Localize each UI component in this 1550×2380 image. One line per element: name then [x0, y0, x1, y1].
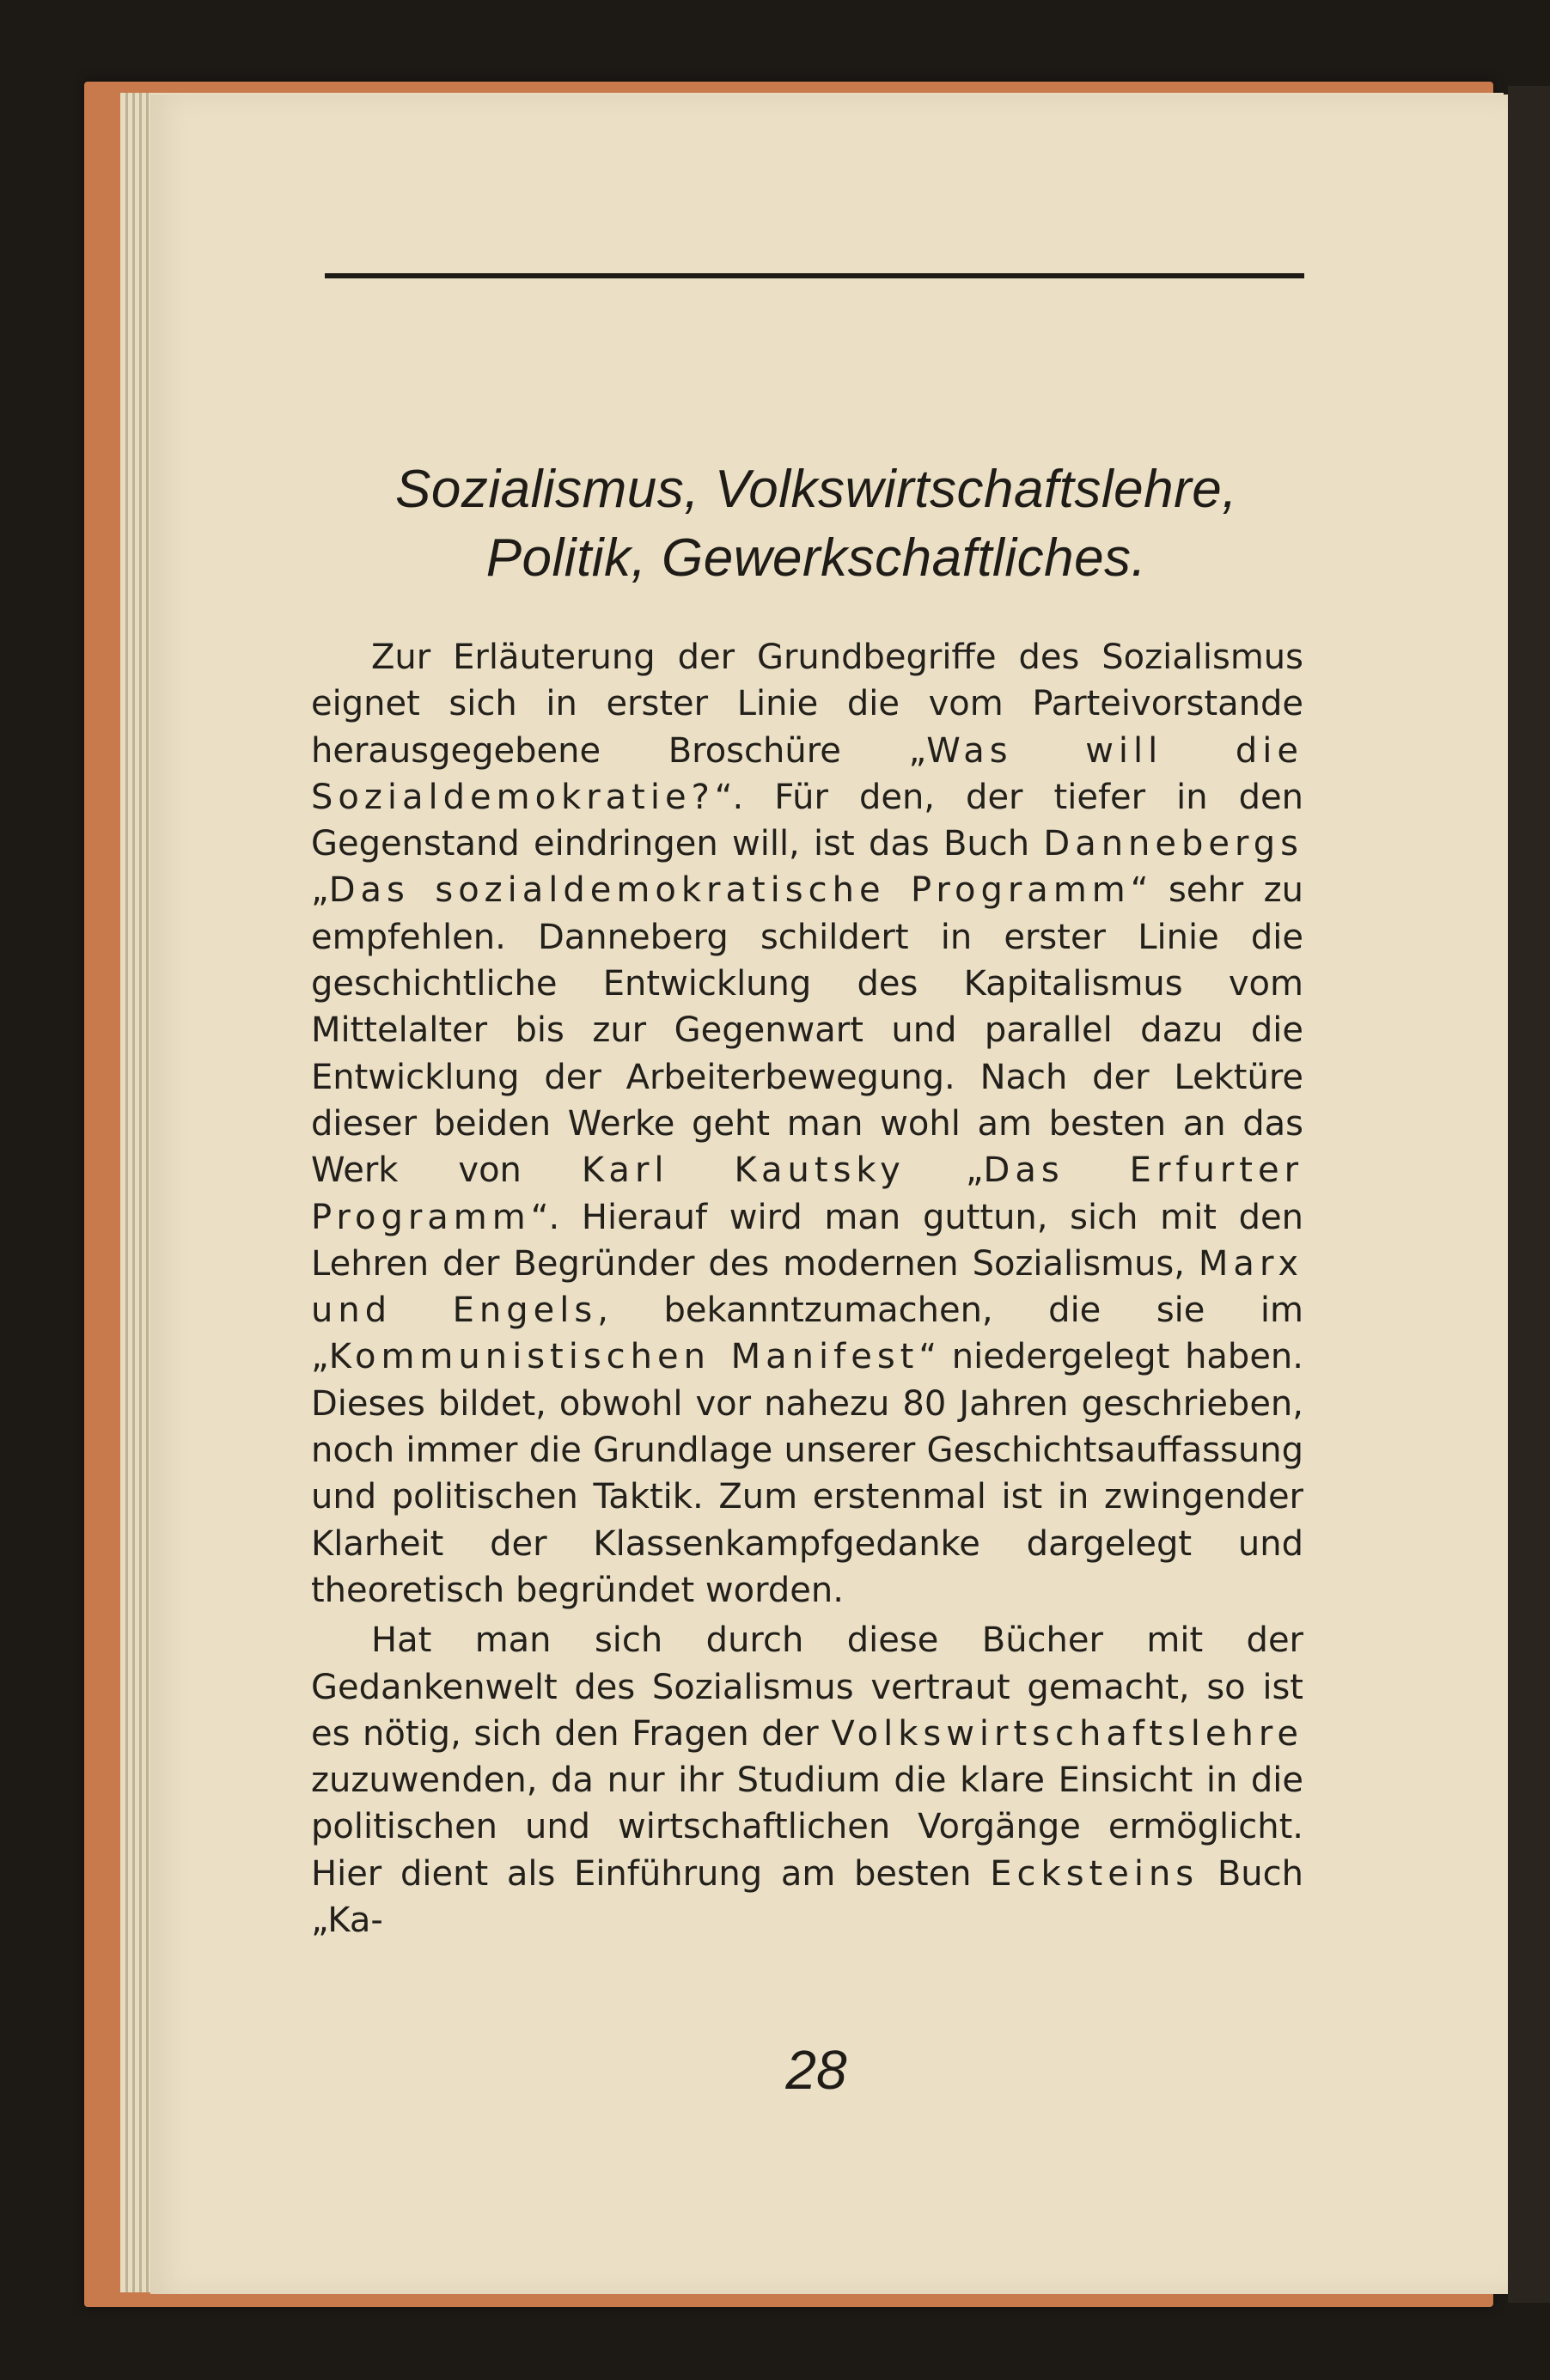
- paragraph-2: [311, 1617, 1303, 1944]
- body-text: [311, 634, 1303, 1944]
- right-gutter: [1508, 86, 1550, 2303]
- page-edge-line: [125, 93, 128, 2292]
- text-run: zuzuwenden, da nur ihr Studium die klare Einsicht in die politischen und wirtschaftlichen Vorgänge ermöglicht. Hier dient als Einführung am besten: [311, 1761, 1303, 1894]
- text-run: “. Hierauf wird man guttun, sich mit den Lehren der Begründer des modernen Sozialismus,: [311, 1197, 1303, 1284]
- text-run: Hat man sich durch diese Bücher mit der Gedankenwelt des Sozialismus vertraut gemacht, so ist es nötig, sich den Fragen der: [311, 1620, 1303, 1754]
- paragraph-1: [311, 634, 1303, 1614]
- page-number: 28: [785, 2039, 847, 2101]
- text-run: “ niedergelegt haben. Dieses bildet, obwohl vor nahezu 80 Jahren geschrieben, noch immer die Grundlage unserer Geschichtsauffassung und politischen Taktik. Zum erstenmal ist in zwingender Klarheit der Klassenkampfgedanke dargelegt und theoretisch begründet worden.: [311, 1337, 1303, 1610]
- emphasized-text: Dannebergs: [1043, 824, 1303, 864]
- section-title: [326, 455, 1306, 593]
- text-run: “. Für den, der tiefer in den Gegenstand eindringen will, ist das Buch: [311, 777, 1303, 864]
- text-run: Zur Erläuterung der Grundbegriffe des Sozialismus eignet sich in erster Linie die vom Parteivorstande herausgegebene Broschüre „: [311, 638, 1303, 771]
- emphasized-text: Das Erfurter Programm: [311, 1150, 1304, 1237]
- emphasized-text: Kommunistischen Manifest: [328, 1337, 919, 1377]
- page-edge-line: [139, 93, 142, 2292]
- emphasized-text: Ecksteins: [990, 1853, 1199, 1894]
- header-rule: [325, 273, 1304, 278]
- text-run: “ sehr zu empfehlen. Danneberg schildert in erster Linie die geschichtliche Entwicklung des Kapitalismus vom Mittelalter bis zur Gegenwart und parallel dazu die Entwicklung der Arbeiterbewegung. Nach der Lektüre dieser beiden Werke geht man wohl am besten an das Werk von: [311, 870, 1303, 1191]
- page-edge-line: [132, 93, 135, 2292]
- text-run: „: [311, 870, 329, 911]
- title-line-2: Politik, Gewerkschaftliches.: [485, 528, 1147, 588]
- page-edge-line: [146, 93, 149, 2292]
- text-run: , bekanntzumachen, die sie im „: [311, 1291, 1303, 1377]
- text-run: „: [905, 1150, 984, 1191]
- title-line-1: Sozialismus, Volkswirtschaftslehre,: [395, 460, 1237, 519]
- text-run: Buch „Ka-: [311, 1853, 1304, 1941]
- emphasized-text: Marx und Engels: [311, 1243, 1303, 1331]
- emphasized-text: Was will die Sozialdemokratie?: [311, 730, 1303, 817]
- emphasized-text: Volkswirtschaftslehre: [831, 1713, 1303, 1754]
- emphasized-text: Karl Kautsky: [581, 1150, 906, 1191]
- emphasized-text: Das sozialdemokratische Programm: [328, 870, 1131, 911]
